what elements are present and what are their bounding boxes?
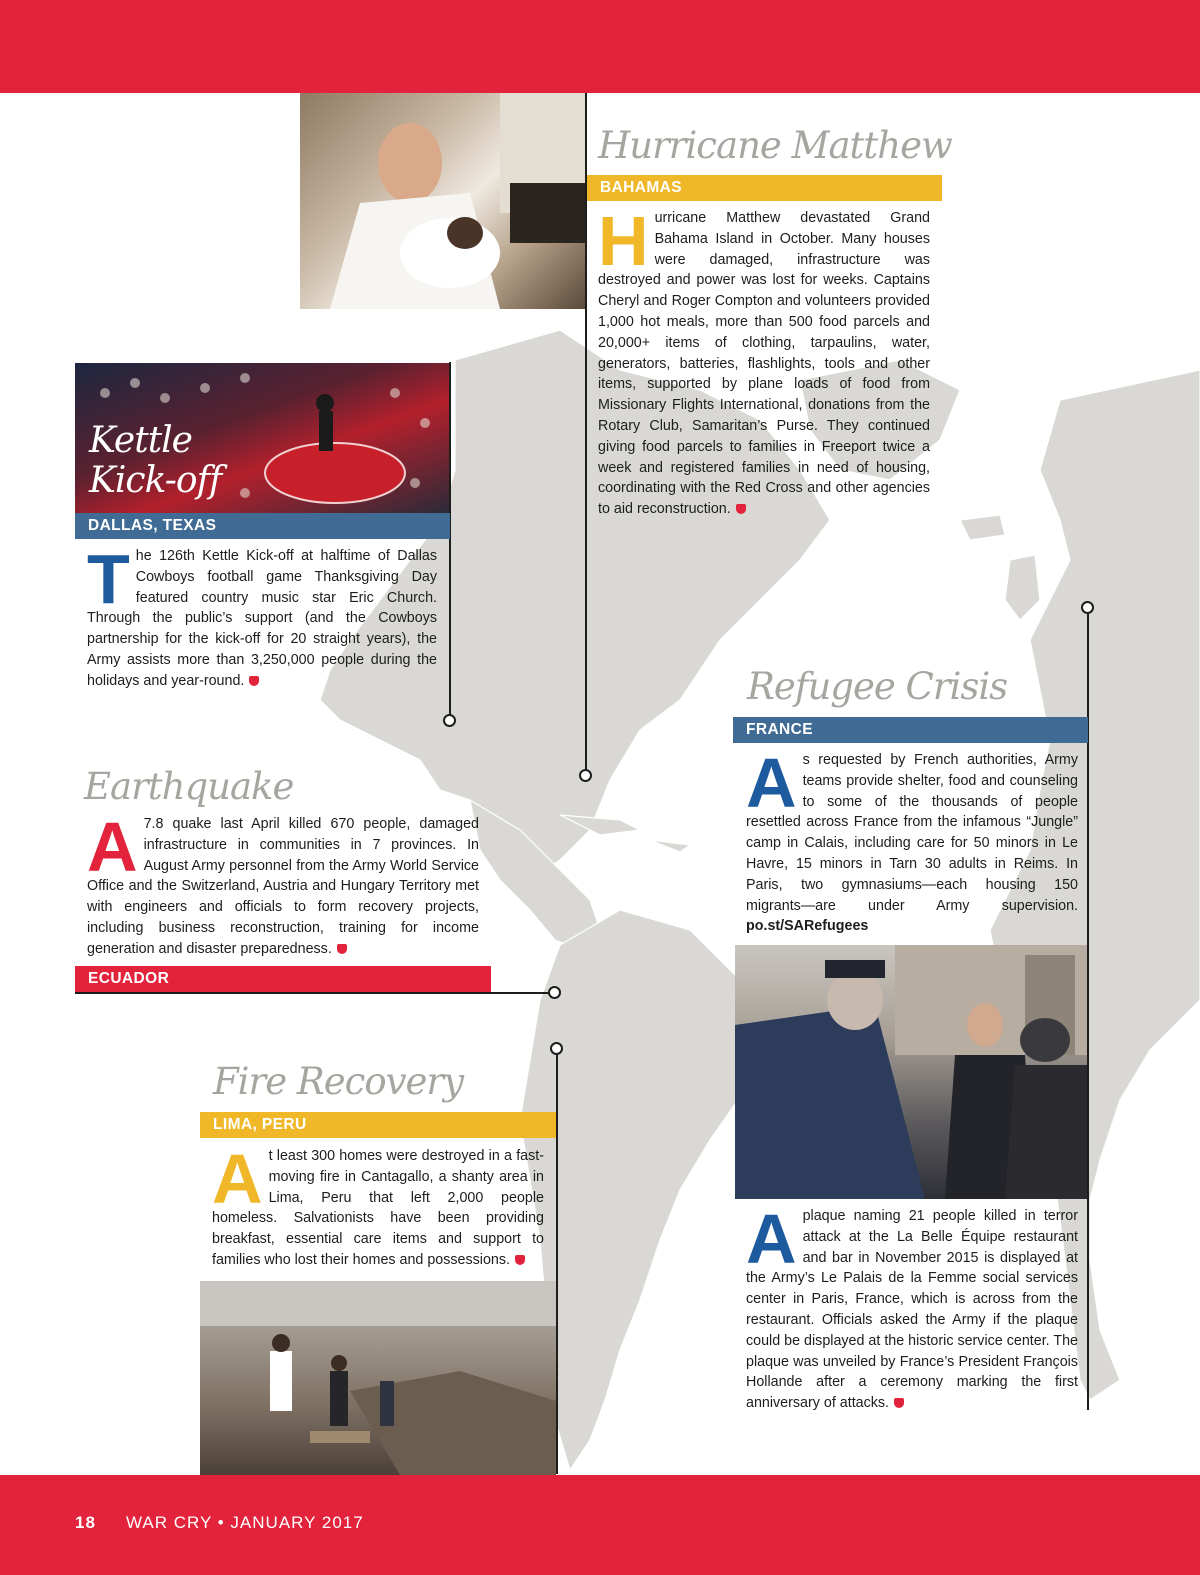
earthquake-title: Earthquake — [84, 765, 294, 808]
earthquake-connector — [75, 992, 552, 994]
kettle-map-pin — [443, 714, 456, 727]
kettle-body — [87, 540, 437, 692]
fire-title: Fire Recovery — [213, 1060, 463, 1103]
hurricane-text: urricane Matthew devastated Grand Bahama Island in October. Many houses were damaged, infrastructure was destroyed and power was lost for weeks. Captains Cheryl and Roger Compton and volunteers provided 1,000 hot meals, more than 500 food parcels and 20,000+ items of clothing, tarpaulins, water, generators, batteries, flashlights, tools and other items, supported by plane loads of food from Missionary Flights International, donations from the Rotary Club, Samaritan’s Purse. They continued giving food parcels to families in Freeport twice a week and registered families in need of housing, coordinating with the Red Cross and other agencies to aid reconstruction. — [598, 210, 930, 518]
refugee-drop-cap-2: A — [746, 1200, 797, 1278]
publication-line: WAR CRY • JANUARY 2017 — [126, 1513, 364, 1532]
page-number: 18 — [75, 1513, 96, 1532]
refugee-drop-cap: A — [746, 744, 797, 822]
kettle-drop-cap: T — [87, 540, 130, 618]
shield-icon — [894, 1398, 904, 1408]
earthquake-text: 7.8 quake last April killed 670 people, damaged infrastructure in communities in 7 provinces. In August Army personnel from the Army World Service Office and the Switzerland, Austria and Hungary Territory met with engineers and officials to form recovery projects, including business reconstruction, training for income generation and disaster preparedness. — [87, 816, 479, 957]
kettle-title-line2: Kick-off — [89, 460, 222, 501]
earthquake-map-pin — [548, 986, 561, 999]
earthquake-drop-cap: A — [87, 808, 138, 886]
hurricane-body — [598, 202, 930, 520]
refugee-photo — [735, 945, 1087, 1199]
refugee-location-bar: FRANCE — [733, 717, 1088, 743]
hurricane-title: Hurricane Matthew — [598, 124, 952, 167]
kettle-title — [89, 421, 221, 501]
hurricane-drop-cap: H — [598, 202, 649, 280]
refugee-text: s requested by French authorities, Army teams provide shelter, food and counseling to some of the thousands of people resettled across France from the infamous “Jungle” camp in Calais, including care for 50 minors in Le Havre, 15 minors in Tarn 30 adults in Reims. In Paris, two gymnasiums—each housing 150 migrants—are under Army supervision. — [746, 752, 1078, 914]
hurricane-location-bar: BAHAMAS — [587, 175, 942, 201]
hurricane-map-pin — [579, 769, 592, 782]
shield-icon — [249, 676, 259, 686]
fire-photo — [200, 1281, 556, 1475]
shield-icon — [736, 504, 746, 514]
kettle-connector — [449, 362, 451, 718]
refugee-link[interactable]: po.st/SARefugees — [746, 918, 869, 935]
fire-connector — [556, 1050, 558, 1474]
refugee-text-2: plaque naming 21 people killed in terror attack at the La Belle Équipe restaurant and bar in November 2015 is displayed at the Army’s Le Palais de la Femme social services center in Paris, France, which is across from the restaurant. Officials asked the Army if the plaque could be displayed at the historic service center. The plaque was unveiled by France’s President François Hollande after a ceremony marking the first anniversary of attacks. — [746, 1208, 1078, 1412]
fire-body — [212, 1140, 544, 1271]
kettle-location-bar: DALLAS, TEXAS — [75, 513, 450, 539]
earthquake-body — [87, 808, 479, 960]
earthquake-location-bar: ECUADOR — [75, 966, 491, 992]
fire-text: t least 300 homes were destroyed in a fast-moving fire in Cantagallo, a shanty area in Lima, Peru that left 2,000 people homeless. Salvationists have been providing breakfast, essential care items and support to families who lost their homes and possessions. — [212, 1148, 544, 1268]
fire-map-pin — [550, 1042, 563, 1055]
refugee-map-pin — [1081, 601, 1094, 614]
kettle-text: he 126th Kettle Kick-off at halftime of Dallas Cowboys football game Thanksgiving Day featured country music star Eric Church. Through the public’s support (and the Cowboys partnership for the kick-off for 20 straight years), the Army assists more than 3,250,000 people during the holidays and year-round. — [87, 548, 437, 689]
hurricane-photo — [300, 93, 585, 309]
top-banner — [0, 0, 1200, 93]
kettle-photo — [75, 363, 449, 515]
refugee-title: Refugee Crisis — [747, 665, 1008, 708]
fire-drop-cap: A — [212, 1140, 263, 1218]
fire-location-bar: LIMA, PERU — [200, 1112, 556, 1138]
refugee-body — [746, 744, 1078, 937]
kettle-title-line1: Kettle — [89, 420, 192, 461]
shield-icon — [515, 1255, 525, 1265]
refugee-body-2 — [746, 1200, 1078, 1414]
shield-icon — [337, 944, 347, 954]
